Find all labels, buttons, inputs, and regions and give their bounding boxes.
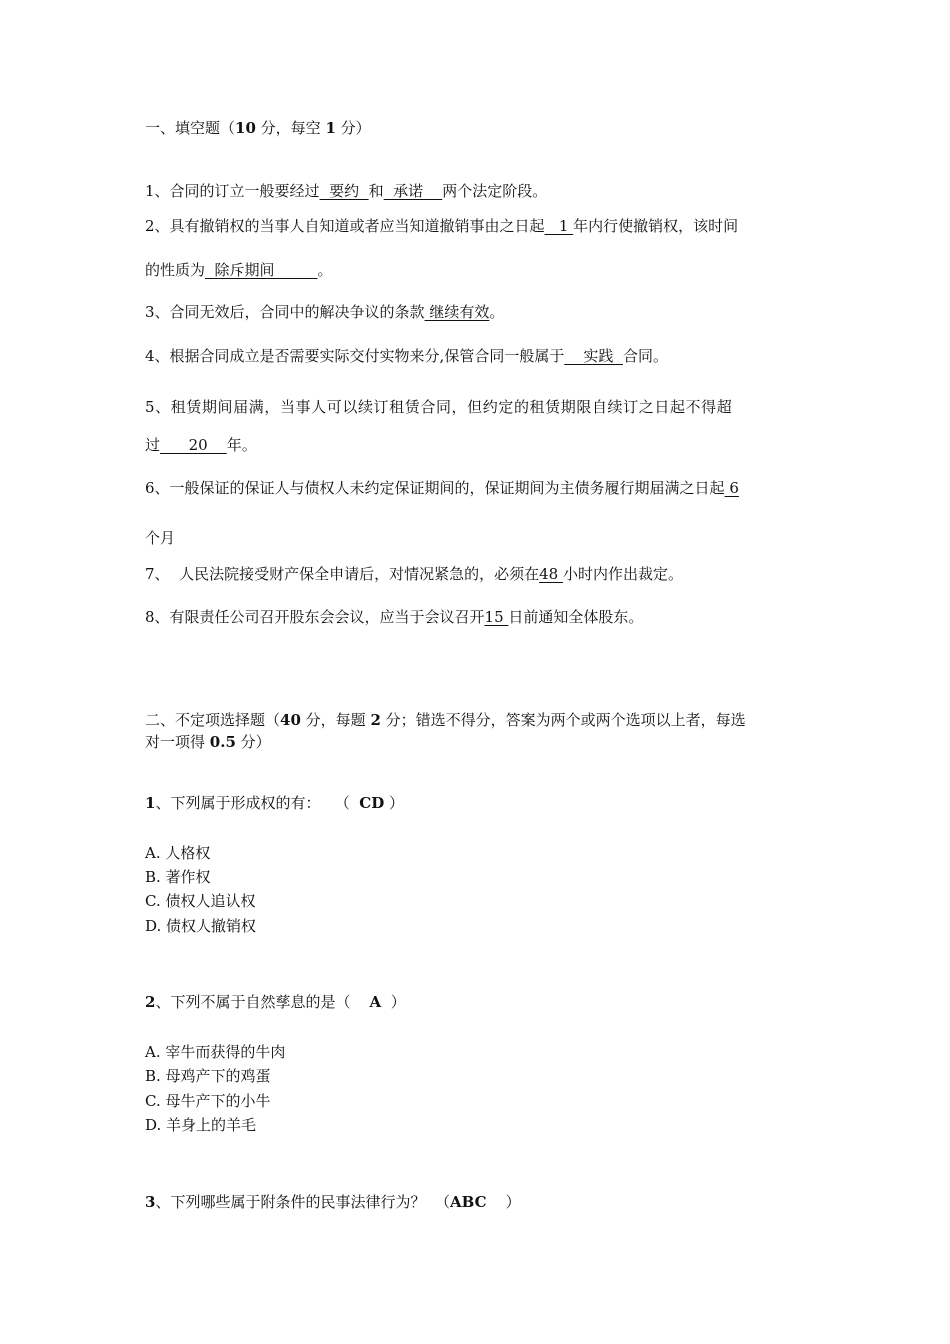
fill-question-1 xyxy=(145,181,547,201)
question-text: 的性质为 xyxy=(145,261,206,279)
question-text: 。 xyxy=(317,261,333,279)
question-text: 两个法定阶段。 xyxy=(442,182,548,200)
option-c: C. 债权人追认权 xyxy=(145,892,256,910)
fill-question-6-cont xyxy=(145,528,175,548)
question-text: 。 xyxy=(489,303,505,321)
fill-question-7 xyxy=(145,564,683,584)
question-text: 个月 xyxy=(145,529,176,547)
question-text: 6、一般保证的保证人与债权人未约定保证期间的，保证期间为主债务履行期届满之日起 xyxy=(145,479,725,497)
question-text: ） xyxy=(486,1193,521,1211)
heading-text: 分） xyxy=(235,733,271,751)
question-text: 2、具有撤销权的当事人自知道或者应当知道撤销事由之日起 xyxy=(145,217,545,235)
question-text: 过 xyxy=(145,436,161,454)
heading-text: 分，每题 xyxy=(300,711,371,729)
fill-question-8 xyxy=(145,607,643,627)
heading-text: 一、填空题（ xyxy=(145,119,236,137)
heading-partial-score: 0.5 xyxy=(209,733,236,751)
option-a: A. 人格权 xyxy=(145,844,211,862)
fill-question-4 xyxy=(145,346,668,366)
option-b: B. 著作权 xyxy=(145,868,211,886)
choice-question-3 xyxy=(145,1192,521,1212)
question-text: 年。 xyxy=(226,436,257,454)
option-c: C. 母牛产下的小牛 xyxy=(145,1092,271,1110)
question-text: 7、 人民法院接受财产保全申请后，对情况紧急的，必须在 xyxy=(145,565,540,583)
option-d: D. 债权人撤销权 xyxy=(145,917,257,935)
answer-blank: 15 xyxy=(484,608,509,626)
fill-question-2-cont xyxy=(145,260,332,280)
question-text: 年内行使撤销权，该时间 xyxy=(573,217,739,235)
question-text: 1、合同的订立一般要经过 xyxy=(145,182,320,200)
answer-blank: 6 xyxy=(724,479,739,497)
question-text: 5、租赁期间届满，当事人可以续订租赁合同，但约定的租赁期限自续订之日起不得超 xyxy=(145,398,733,416)
heading-each-score: 1 xyxy=(325,119,336,137)
question-answer: A xyxy=(369,993,382,1011)
fill-question-3 xyxy=(145,302,504,322)
question-number: 1 xyxy=(145,794,156,812)
heading-text: 分；错选不得分，答案为两个或两个选项以上者，每选 xyxy=(380,711,746,729)
question-text: 合同。 xyxy=(622,347,668,365)
heading-text: 二、不定项选择题（ xyxy=(145,711,281,729)
fill-question-6 xyxy=(145,478,739,498)
heading-score: 40 xyxy=(280,711,301,729)
question-text: 、下列属于形成权的有： （ xyxy=(155,794,360,812)
answer-blank: 要约 xyxy=(319,182,369,200)
answer-blank: 继续有效 xyxy=(424,303,490,321)
answer-blank: 除斥期间 xyxy=(205,261,318,279)
question-text: 8、有限责任公司召开股东会会议，应当于会议召开 xyxy=(145,608,485,626)
section1-heading xyxy=(145,118,371,138)
question-number: 3 xyxy=(145,1193,156,1211)
choice-question-1 xyxy=(145,793,404,813)
fill-question-2 xyxy=(145,216,738,236)
fill-question-5-cont xyxy=(145,435,257,455)
question-answer: ABC xyxy=(449,1193,487,1211)
section2-heading xyxy=(145,710,746,730)
answer-blank: 承诺 xyxy=(383,182,443,200)
answer-blank: 实践 xyxy=(564,347,623,365)
question-text: ） xyxy=(384,794,405,812)
answer-blank: 1 xyxy=(544,217,574,235)
heading-text: 分，每空 xyxy=(255,119,326,137)
question-text: 日前通知全体股东。 xyxy=(508,608,644,626)
option-a: A. 宰牛而获得的牛肉 xyxy=(145,1043,286,1061)
heading-text: 分） xyxy=(335,119,371,137)
question-text: 、下列哪些属于附条件的民事法律行为？ （ xyxy=(155,1193,450,1211)
question-number: 2 xyxy=(145,993,156,1011)
heading-text: 对一项得 xyxy=(145,733,210,751)
option-b: B. 母鸡产下的鸡蛋 xyxy=(145,1067,271,1085)
answer-blank: 20 xyxy=(160,436,227,454)
question-text: 3、合同无效后，合同中的解决争议的条款 xyxy=(145,303,425,321)
question-answer: CD xyxy=(359,794,385,812)
option-d: D. 羊身上的羊毛 xyxy=(145,1116,257,1134)
choice-question-2 xyxy=(145,992,406,1012)
question-text: ） xyxy=(381,993,406,1011)
heading-each-score: 2 xyxy=(370,711,381,729)
question-text: 、下列不属于自然孳息的是（ xyxy=(155,993,370,1011)
fill-question-5 xyxy=(145,397,732,417)
answer-blank: 48 xyxy=(539,565,563,583)
question-text: 4、根据合同成立是否需要实际交付实物来分,保管合同一般属于 xyxy=(145,347,565,365)
section2-heading-cont xyxy=(145,732,271,752)
question-text: 和 xyxy=(368,182,384,200)
question-text: 小时内作出裁定。 xyxy=(562,565,683,583)
heading-score: 10 xyxy=(235,119,256,137)
